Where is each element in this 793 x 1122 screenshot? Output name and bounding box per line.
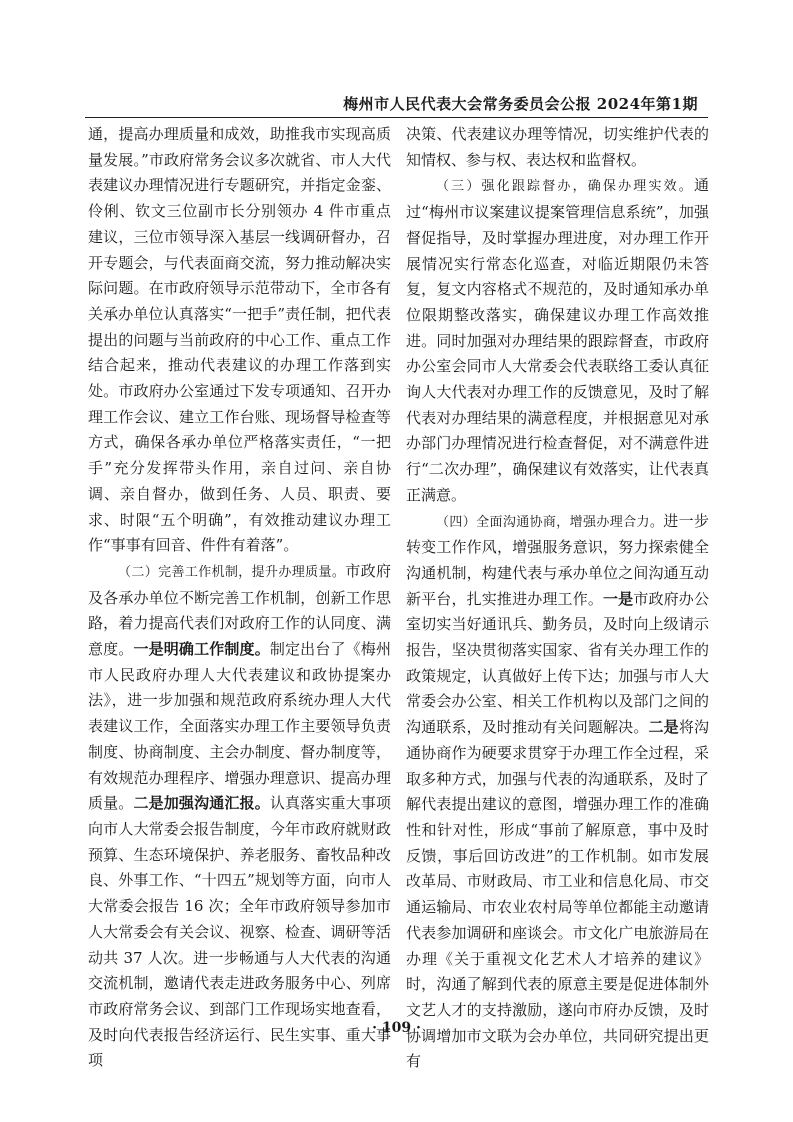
section-heading-3: （三）强化跟踪督办，确保办理实效。: [436, 179, 694, 195]
paragraph-text: 进一步转变工作作风，增强服务意识，努力探索健全沟通机制，构建代表与承办单位之间沟通互动新平台，扎实推进办理工作。: [406, 511, 709, 608]
paragraph-section-4: [406, 509, 709, 1075]
paragraph-continuation: [406, 122, 709, 173]
paragraph-section-3: [406, 173, 709, 508]
page-number: · 109 ·: [372, 1020, 421, 1036]
paragraph-text: 将沟通协商作为硬要求贯穿于办理工作全过程，采取多种方式，加强与代表的沟通联系，及时了解代表提出建议的意图，增强办理工作的准确性和针对性，形成“事前了解原意，事中及时反馈，事后回访改进”的工作机制。如市发展改革局、市财政局、市工业和信息化局、市交通运输局、市农业农村局等单位都能主动邀请代表参加调研和座谈会。市文化广电旅游局在办理《关于重视文化艺术人才培养的建议》时，沟通了解到代表的原意主要是促进体制外文艺人才的支持激励，遂向市府办反馈，及时协调增加市文联为会办单位，共同研究提出更有: [406, 718, 709, 1071]
header-rule: [85, 117, 708, 118]
bold-lead: 一是: [603, 589, 634, 608]
bold-lead: 二是加强沟通汇报。: [133, 794, 270, 813]
paragraph-text: 市政府办公室切实当好通讯兵、勤务员，及时向上级请示报告，坚决贯彻落实国家、省有关办理工作的政策规定，认真做好上传下达；加强与市人大常委会办公室、相关工作机构以及部门之间的沟通联系，及时推动有关问题解决。: [406, 589, 709, 737]
paragraph-text: 决策、代表建议办理等情况，切实维护代表的知情权、参与权、表达权和监督权。: [406, 125, 709, 169]
paragraph-section-2: [88, 559, 391, 1074]
paragraph-continuation: [88, 122, 391, 559]
page-header: 梅州市人民代表大会常务委员会公报 2024年第1期: [343, 95, 698, 113]
section-heading-2: （二）完善工作机制，提升办理质量。: [118, 564, 346, 580]
section-heading-4: （四）全面沟通协商，增强办理合力。: [436, 514, 664, 530]
paragraph-text: 通过“梅州市议案建议提案管理信息系统”，加强督促指导，及时掌握办理进度，对办理工作开展情况实行常态化巡查，对临近期限仍未答复，复文内容格式不规范的，及时通知承办单位限期整改落实，确保建议办理工作高效推进。同时加强对办理结果的跟踪督查，市政府办公室会同市人大常委会代表联络工委认真征询人大代表对办理工作的反馈意见，及时了解代表对办理结果的满意程度，并根据意见对承办部门办理情况进行检查督促，对不满意件进行“二次办理”，确保建议有效落实，让代表真正满意。: [406, 176, 709, 504]
bold-lead: 二是: [648, 718, 679, 737]
left-column: [88, 122, 391, 1074]
paragraph-text: 认真落实重大事项向市人大常委会报告制度，今年市政府就财政预算、生态环境保护、养老服务、畜牧品种改良、外事工作、“十四五”规划等方面，向市人大常委会报告 16 次；全年市政府领导参加市人大常委会有关会议、视察、检查、调研等活动共 37 人次。进一步畅通与人大代表的沟通交流机制，邀请代表走进政务服务中心、列席市政府常务会议、到部门工作现场实地查看，及时向代表报告经济运行、民生实事、重大事项: [88, 794, 391, 1070]
right-column: [406, 122, 709, 1075]
paragraph-text: 制定出台了《梅州市人民政府办理人大代表建议和政协提案办法》，进一步加强和规范政府系统办理人大代表建议工作，全面落实办理工作主要领导负责制度、协商制度、主会办制度、督办制度等，有效规范办理程序、增强办理意识、提高办理质量。: [88, 640, 391, 813]
bold-lead: 一是明确工作制度。: [133, 640, 270, 659]
paragraph-text: 市政府及各承办单位不断完善工作机制，创新工作思路，着力提高代表们对政府工作的认同度、满意度。: [88, 561, 391, 659]
paragraph-text: 通，提高办理质量和成效，助推我市实现高质量发展。”市政府常务会议多次就省、市人大代表建议办理情况进行专题研究，并指定金銮、伶俐、钦文三位副市长分别领办 4 件市重点建议，三位市领导深入基层一线调研督办，召开专题会，与代表面商交流，努力推动解决实际问题。在市政府领导示范带动下，全市各有关承办单位认真落实“一把手”责任制，把代表提出的问题与当前政府的中心工作、重点工作结合起来，推动代表建议的办理工作落到实处。市政府办公室通过下发专项通知、召开办理工作会议、建立工作台账、现场督导检查等方式，确保各承办单位严格落实责任，“一把手”充分发挥带头作用，亲自过问、亲自协调、亲自督办，做到任务、人员、职责、要求、时限“五个明确”，有效推动建议办理工作“事事有回音、件件有着落”。: [88, 125, 391, 555]
